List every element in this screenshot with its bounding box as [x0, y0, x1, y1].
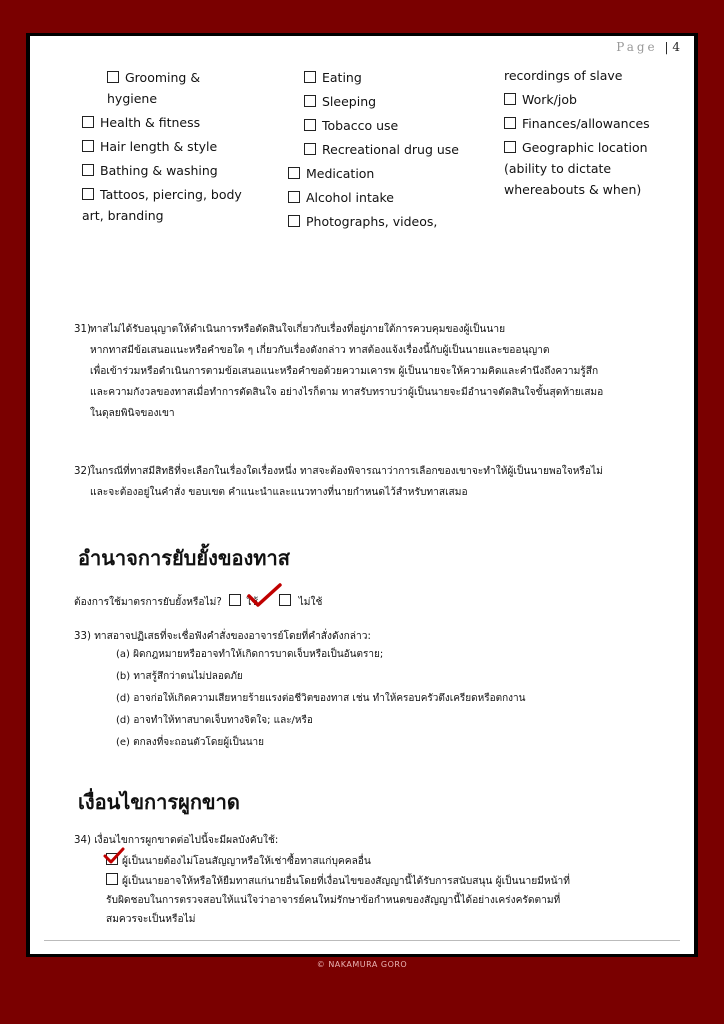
list-item: (b) ทาสรู้สึกว่าตนไม่ปลอดภัย — [116, 671, 243, 682]
checkbox[interactable] — [82, 164, 94, 176]
checklist-item-health[interactable]: Health & fitness — [82, 111, 282, 135]
checkbox[interactable] — [82, 116, 94, 128]
checkbox[interactable] — [288, 215, 300, 227]
list-item: (e) ตกลงที่จะถอนตัวโดยผู้เป็นนาย — [116, 737, 265, 748]
checklist-item-work[interactable]: Work/job — [504, 88, 689, 112]
list-item: (a) ผิดกฎหมายหรืออาจทำให้เกิดการบาดเจ็บหรือเป็นอันตราย; — [116, 649, 384, 660]
veto-question-row: ต้องการใช้มาตรการยับยั้งหรือไม่? ใช้ ไม่ใช้ — [74, 594, 322, 610]
clause-33-items — [116, 644, 525, 754]
option-2-checkbox[interactable] — [106, 873, 118, 885]
checkbox[interactable] — [304, 119, 316, 131]
checklist-column-3 — [504, 64, 689, 202]
checklist-item-drugs[interactable]: Recreational drug use — [288, 138, 488, 162]
list-item: (d) อาจทำให้ทาสบาดเจ็บทางจิตใจ; และ/หรือ — [116, 715, 313, 726]
clause-34-intro: 34) เงื่อนไขการผูกขาดต่อไปนี้จะมีผลบังคับใช้: — [74, 835, 279, 846]
checkbox[interactable] — [107, 71, 119, 83]
checklist-item-tattoos-cont: art, branding — [82, 208, 164, 223]
checkbox[interactable] — [504, 93, 516, 105]
clause-31: 31) ทาสไม่ได้รับอนุญาตให้ดำเนินการหรือตัดสินใจเกี่ยวกับเรื่องที่อยู่ภายใต้การควบคุมของผู้เป็นนาย หากทาสมีข้อเสนอแนะหรือคำขอใด ๆ เกี่ยวกับเรื่องดังกล่าว ทาสต้องแจ้งเรื่องนี้กับผู้เป็นนายและขออนุญาต เพื่อเข้าร่วมหรือดำเนินการตามข้อเสนอแนะหรือคำขอด้วยความเคารพ ผู้เป็นนายจะให้ความคิดและคำนึงถึงความรู้สึก และความกังวลของทาสเมื่อทำการตัดสินใจ อย่างไรก็ตาม ทาสรับทราบว่าผู้เป็นนายจะมีอำนาจตัดสินใจขั้นสุดท้ายเสมอ ในดุลยพินิจของเขา — [74, 324, 604, 419]
checkbox[interactable] — [82, 188, 94, 200]
checkbox[interactable] — [82, 140, 94, 152]
checkbox[interactable] — [304, 71, 316, 83]
checklist-item-grooming-cont: hygiene — [107, 91, 158, 106]
clause-32: 32) ในกรณีที่ทาสมีสิทธิที่จะเลือกในเรื่องใดเรื่องหนึ่ง ทาสจะต้องพิจารณาว่าการเลือกของเขาจะทำให้ผู้เป็นนายพอใจหรือไม่ และจะต้องอยู่ในคำสั่ง ขอบเขต คำแนะนำและแนวทางที่นายกำหนดไว้สำหรับทาสเสมอ — [74, 466, 603, 498]
checkbox[interactable] — [504, 141, 516, 153]
checklist-item-alcohol[interactable]: Alcohol intake — [288, 186, 488, 210]
checkbox[interactable] — [304, 143, 316, 155]
checkbox[interactable] — [304, 95, 316, 107]
checklist-item-photographs[interactable]: Photographs, videos, — [288, 210, 488, 234]
document-page — [30, 36, 694, 954]
clause-33-intro: 33) ทาสอาจปฏิเสธที่จะเชื่อฟังคำสั่งของอาจารย์โดยที่คำสั่งดังกล่าว: — [74, 631, 371, 642]
clause-34-option-1: ผู้เป็นนายต้องไม่โอนสัญญาหรือให้เช่าซื้อทาสแก่บุคคลอื่น — [106, 853, 371, 869]
checkbox[interactable] — [504, 117, 516, 129]
copyright-text: © NAKAMURA GORO — [316, 960, 408, 969]
checklist-item-hair[interactable]: Hair length & style — [82, 135, 282, 159]
checklist-item-finances[interactable]: Finances/allowances — [504, 112, 689, 136]
checkbox[interactable] — [288, 191, 300, 203]
checklist-item-grooming[interactable]: Grooming & — [82, 66, 282, 90]
checklist-item-sleeping[interactable]: Sleeping — [288, 90, 488, 114]
checkmark-icon — [246, 582, 286, 610]
page-number: Page | 4 — [616, 40, 680, 54]
checklist-item-location-cont2: whereabouts & when) — [504, 182, 642, 197]
checklist-column-1 — [82, 66, 282, 228]
checklist-item-location[interactable]: Geographic location — [504, 136, 689, 160]
section-heading-binding: เงื่อนไขการผูกขาด — [78, 790, 240, 814]
footer-divider — [44, 940, 680, 941]
section-heading-veto: อำนาจการยับยั้งของทาส — [78, 546, 290, 570]
checklist-item-tattoos[interactable]: Tattoos, piercing, body — [82, 183, 282, 207]
veto-yes-checkbox[interactable] — [229, 594, 241, 606]
checklist-item-medication[interactable]: Medication — [288, 162, 488, 186]
checklist-item-bathing[interactable]: Bathing & washing — [82, 159, 282, 183]
checklist-item-eating[interactable]: Eating — [288, 66, 488, 90]
checkbox[interactable] — [288, 167, 300, 179]
checklist-item-tobacco[interactable]: Tobacco use — [288, 114, 488, 138]
checklist-column-2 — [288, 66, 488, 234]
checklist-item-location-cont: (ability to dictate — [504, 161, 612, 176]
checkmark-icon — [102, 846, 126, 866]
clause-34-option-2: ผู้เป็นนายอาจให้หรือให้ยืมทาสแก่นายอื่นโดยที่เงื่อนไขของสัญญานี้ได้รับการสนับสนุน ผู้เป็นนายมีหน้าที่ รับผิดชอบในการตรวจสอบให้แน่ใจว่าอาจารย์คนใหม่รักษาข้อกำหนดของสัญญานี้ได้อย่างเคร่งครัดตามที่ สมควรจะเป็นหรือไม่ — [106, 872, 570, 929]
checklist-item-recordings-cont: recordings of slave — [504, 68, 623, 83]
list-item: (d) อาจก่อให้เกิดความเสียหายร้ายแรงต่อชีวิตของทาส เช่น ทำให้ครอบครัวตึงเครียดหรือตกงาน — [116, 693, 526, 704]
